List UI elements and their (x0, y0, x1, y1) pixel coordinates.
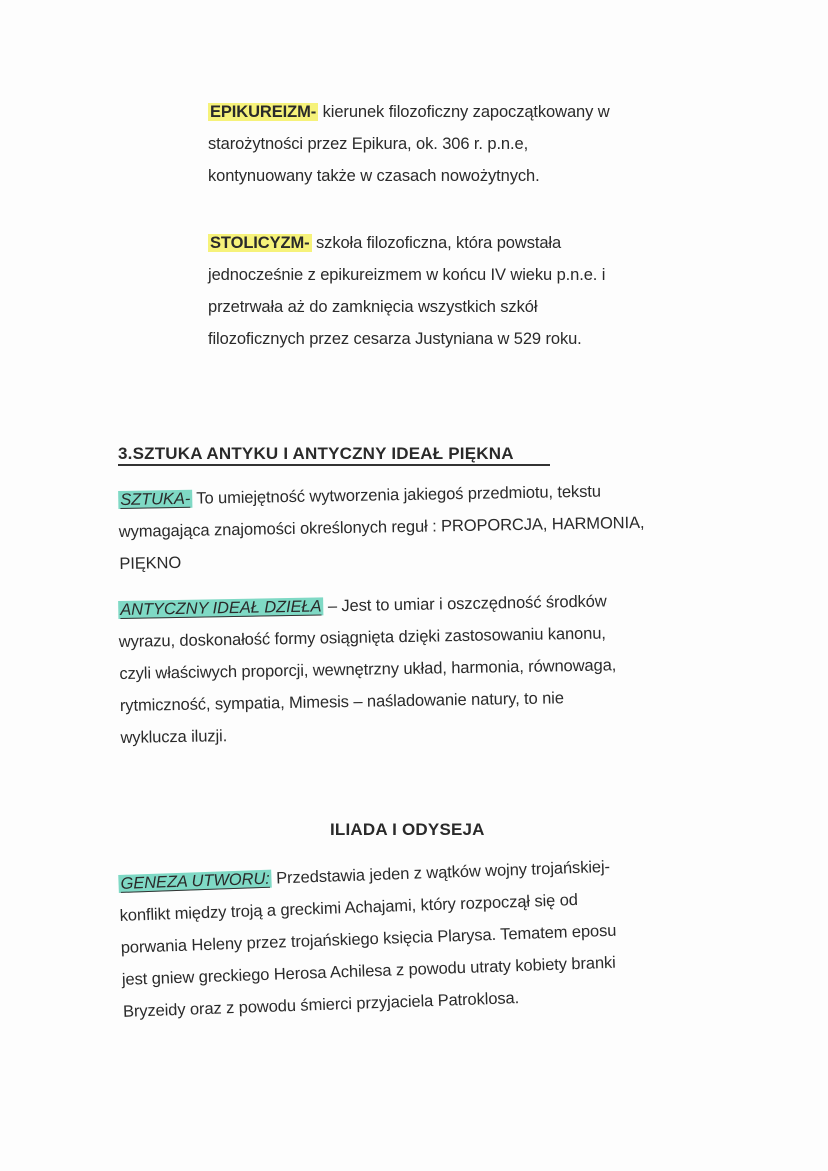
heading-underline (118, 464, 550, 466)
definition-sztuka (118, 475, 645, 580)
section-3-title: 3.SZTUKA ANTYKU I ANTYCZNY IDEAŁ PIĘKNA (118, 444, 514, 463)
definition-line: kontynuowany także w czasach nowożytnych. (208, 167, 540, 185)
term-stoicyzm: STOLICYZM- (210, 234, 310, 252)
definition-text: Przedstawia jeden z wątków wojny trojańskiej- (271, 857, 611, 888)
definition-stoicyzm (208, 227, 605, 355)
definition-line: porwania Heleny przez trojańskiego księcia Plarysa. Tematem eposu (120, 921, 617, 957)
definition-line: wyklucza iluzji. (120, 727, 228, 747)
definition-line: Bryzeidy oraz z powodu śmierci przyjaciela Patroklosa. (122, 989, 520, 1021)
definition-line: jest gniew greckiego Herosa Achilesa z powodu utraty kobiety branki (121, 953, 616, 989)
definition-epikureizm (208, 96, 610, 192)
definition-line: przetrwała aż do zamknięcia wszystkich szkół (208, 298, 538, 316)
definition-line: filozoficznych przez cesarza Justyniana w 529 roku. (208, 330, 582, 348)
definition-line: starożytności przez Epikura, ok. 306 r. p.n.e, (208, 135, 529, 153)
definition-line: czyli właściwych proporcji, wewnętrzny układ, harmonia, równowaga, (119, 656, 617, 683)
definition-line: rytmiczność, sympatia, Mimesis – naśladowanie natury, to nie (119, 689, 565, 715)
definition-antyczny-ideal (118, 585, 618, 754)
definition-line: wyrazu, doskonałość formy osiągnięta dzięki zastosowaniu kanonu, (118, 624, 606, 651)
section-heading (118, 438, 514, 470)
definition-text: kierunek filozoficzny zapoczątkowany w (318, 103, 610, 121)
definition-line: konflikt między troją a greckimi Achajami, który rozpoczął się od (119, 890, 579, 925)
iliada-title: ILIADA I ODYSEJA (330, 820, 485, 839)
definition-geneza (118, 851, 619, 1028)
definition-line: jednocześnie z epikureizmem w końcu IV wieku p.n.e. i (208, 266, 606, 284)
term-antyczny-ideal: ANTYCZNY IDEAŁ DZIEŁA (120, 597, 322, 619)
iliada-heading (330, 814, 485, 846)
definition-line (208, 227, 605, 259)
term-sztuka: SZTUKA- (120, 489, 191, 509)
term-geneza: GENEZA UTWORU: (120, 869, 271, 893)
definition-line: PIĘKNO (119, 553, 182, 573)
definition-text: – Jest to umiar i oszczędność środków (323, 592, 607, 616)
definition-text: szkoła filozoficzna, która powstała (311, 234, 562, 252)
definition-line (208, 96, 610, 128)
definition-text: To umiejętność wytworzenia jakiegoś przedmiotu, tekstu (192, 482, 601, 508)
term-epikureizm: EPIKUREIZM- (210, 103, 317, 121)
definition-line: wymagająca znajomości określonych reguł : PROPORCJA, HARMONIA, (118, 513, 645, 541)
